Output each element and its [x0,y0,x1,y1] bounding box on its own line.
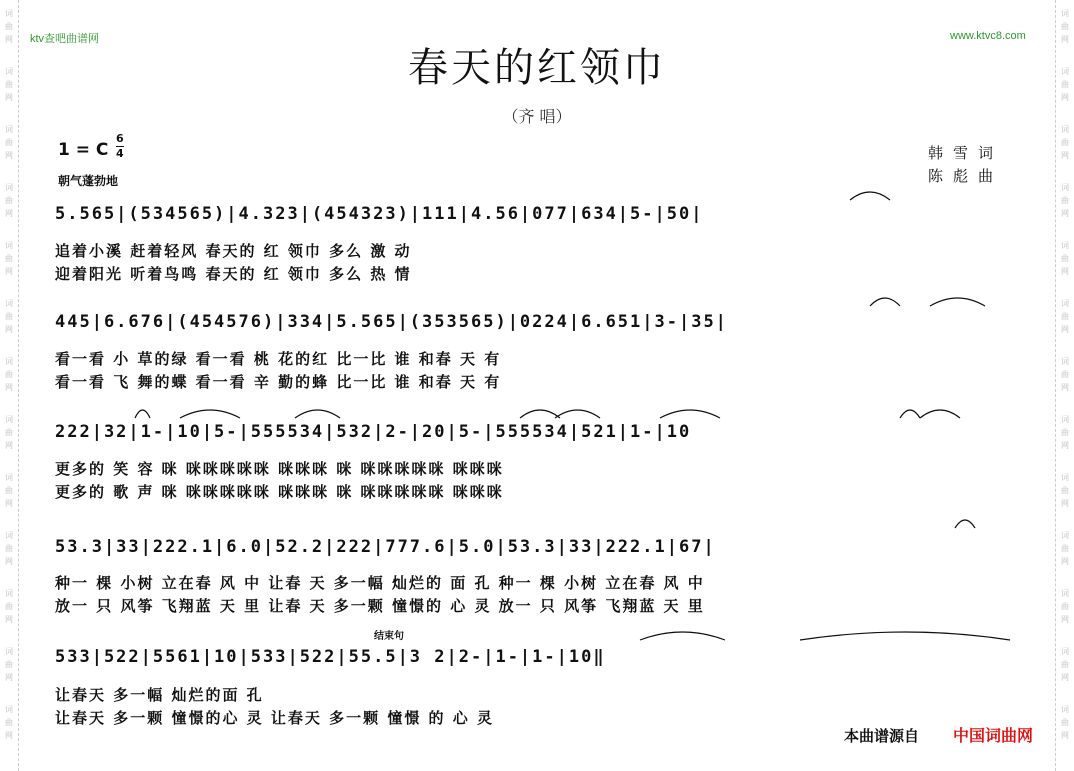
lyric-line: 追着小溪 赶着轻风 春天的 红 领巾 多么 激 动 [55,242,412,260]
slur-arc [900,410,920,418]
strip-char: 词 [1061,705,1069,714]
strip-char: 曲 [1061,370,1069,379]
strip-char: 曲 [5,544,13,553]
strip-char: 曲 [5,718,13,727]
time-signature-top: 6 [116,132,124,145]
slur-arc [640,632,725,640]
key-signature: 1 = C [58,140,109,160]
strip-char: 网 [5,557,13,566]
watermark-left: ktv查吧曲谱网 [30,33,100,45]
strip-char: 网 [5,441,13,450]
slur-arc [520,410,560,418]
watermark-right: www.ktvc8.com [950,30,1026,42]
strip-char: 曲 [1061,602,1069,611]
lyric-line: 看一看 飞 舞的蝶 看一看 辛 勤的蜂 比一比 谁 和春 天 有 [55,373,502,391]
slur-arc [295,410,340,418]
lyric-line: 更多的 歌 声 咪 咪咪咪咪咪 咪咪咪 咪 咪咪咪咪咪 咪咪咪 [55,483,504,501]
composer-credit: 陈彪曲 [928,167,1004,185]
slur-arc [135,410,150,418]
strip-char: 曲 [5,196,13,205]
strip-char: 网 [1061,441,1069,450]
strip-char: 曲 [1061,428,1069,437]
slur-arc [870,298,900,306]
strip-char: 网 [1061,615,1069,624]
notation-line: 53.3|33|222.1|6.0|52.2|222|777.6|5.0|53.3|33|222.1|67| [55,537,716,557]
source-brand: 中国词曲网 [953,726,1034,745]
strip-char: 网 [5,615,13,624]
lyric-line: 让春天 多一颗 憧憬的心 灵 让春天 多一颗 憧憬 的 心 灵 [55,709,495,727]
strip-char: 网 [5,325,13,334]
strip-char: 词 [5,589,13,598]
strip-char: 词 [1061,299,1069,308]
lyric-line: 更多的 笑 容 咪 咪咪咪咪咪 咪咪咪 咪 咪咪咪咪咪 咪咪咪 [55,460,504,478]
strip-char: 曲 [5,312,13,321]
notation-line: 5.565|(534565)|4.323|(454323)|111|4.56|077|634|5-|50| [55,204,704,224]
strip-char: 网 [1061,383,1069,392]
strip-char: 曲 [5,428,13,437]
strip-char: 网 [1061,151,1069,160]
strip-char: 网 [1061,499,1069,508]
strip-char: 网 [1061,209,1069,218]
strip-char: 曲 [1061,196,1069,205]
strip-char: 曲 [1061,22,1069,31]
strip-char: 词 [1061,589,1069,598]
lyric-line: 种一 棵 小树 立在春 风 中 让春 天 多一幅 灿烂的 面 孔 种一 棵 小树 立在春 风 中 [55,574,705,592]
notation-line: 222|32|1-|10|5-|555534|532|2-|20|5-|555534|521|1-|10 [55,422,692,442]
slur-arc [555,410,600,418]
strip-char: 词 [5,531,13,540]
strip-char: 网 [1061,731,1069,740]
strip-char: 词 [5,647,13,656]
strip-char: 词 [1061,67,1069,76]
lyric-line: 看一看 小 草的绿 看一看 桃 花的红 比一比 谁 和春 天 有 [55,350,502,368]
strip-char: 网 [5,673,13,682]
strip-char: 词 [5,125,13,134]
strip-char: 曲 [5,486,13,495]
strip-char: 词 [5,705,13,714]
lyric-line: 放一 只 风筝 飞翔蓝 天 里 让春 天 多一颗 憧憬的 心 灵 放一 只 风筝 飞翔蓝 天 里 [55,597,705,615]
notation-line: 445|6.676|(454576)|334|5.565|(353565)|0224|6.651|3-|35| [55,312,728,332]
strip-char: 曲 [5,602,13,611]
strip-char: 曲 [1061,718,1069,727]
slur-arc [920,410,960,418]
strip-char: 网 [1061,267,1069,276]
strip-char: 网 [5,383,13,392]
ending-label: 结束句 [374,631,404,642]
strip-char: 曲 [1061,80,1069,89]
strip-char: 曲 [5,22,13,31]
slur-arc [660,410,720,418]
strip-char: 网 [5,731,13,740]
strip-char: 曲 [1061,138,1069,147]
strip-char: 词 [1061,473,1069,482]
lyricist-credit: 韩雪词 [928,144,1004,162]
strip-char: 词 [5,357,13,366]
strip-char: 词 [1061,241,1069,250]
strip-char: 曲 [5,138,13,147]
lyric-line: 让春天 多一幅 灿烂的面 孔 [55,686,264,704]
slur-arc [930,298,985,306]
strip-char: 网 [5,267,13,276]
strip-char: 词 [5,67,13,76]
strip-char: 曲 [1061,544,1069,553]
strip-char: 曲 [5,660,13,669]
tempo-marking: 朝气蓬勃地 [58,174,119,188]
song-subtitle: （齐 唱） [502,107,572,126]
strip-char: 网 [5,151,13,160]
strip-char: 曲 [1061,254,1069,263]
song-title: 春天的红领巾 [408,45,666,91]
strip-char: 曲 [1061,486,1069,495]
slur-arc [955,520,975,528]
strip-char: 词 [5,183,13,192]
time-signature-bottom: 4 [116,147,124,160]
strip-char: 词 [1061,357,1069,366]
strip-char: 词 [5,299,13,308]
strip-char: 词 [5,9,13,18]
strip-char: 词 [1061,183,1069,192]
strip-char: 词 [1061,415,1069,424]
strip-char: 词 [5,473,13,482]
strip-char: 词 [1061,647,1069,656]
strip-char: 词 [1061,125,1069,134]
strip-char: 曲 [5,254,13,263]
strip-char: 曲 [5,80,13,89]
strip-char: 网 [5,499,13,508]
strip-char: 词 [5,415,13,424]
strip-char: 网 [1061,673,1069,682]
lyric-line: 迎着阳光 听着鸟鸣 春天的 红 领巾 多么 热 情 [55,265,412,283]
notation-line: 533|522|5561|10|533|522|55.5|3 2|2-|1-|1-|10‖ [55,647,606,667]
slur-arc [180,410,240,418]
source-label: 本曲谱源自 [844,727,920,745]
slur-arc [850,192,890,200]
strip-char: 曲 [1061,660,1069,669]
strip-char: 词 [1061,9,1069,18]
strip-char: 网 [5,209,13,218]
strip-char: 网 [1061,557,1069,566]
strip-char: 网 [5,35,13,44]
slur-arc [800,632,1010,640]
strip-char: 词 [1061,531,1069,540]
strip-char: 网 [5,93,13,102]
strip-char: 网 [1061,325,1069,334]
strip-char: 曲 [1061,312,1069,321]
strip-char: 曲 [5,370,13,379]
strip-char: 网 [1061,35,1069,44]
strip-char: 网 [1061,93,1069,102]
strip-char: 词 [5,241,13,250]
